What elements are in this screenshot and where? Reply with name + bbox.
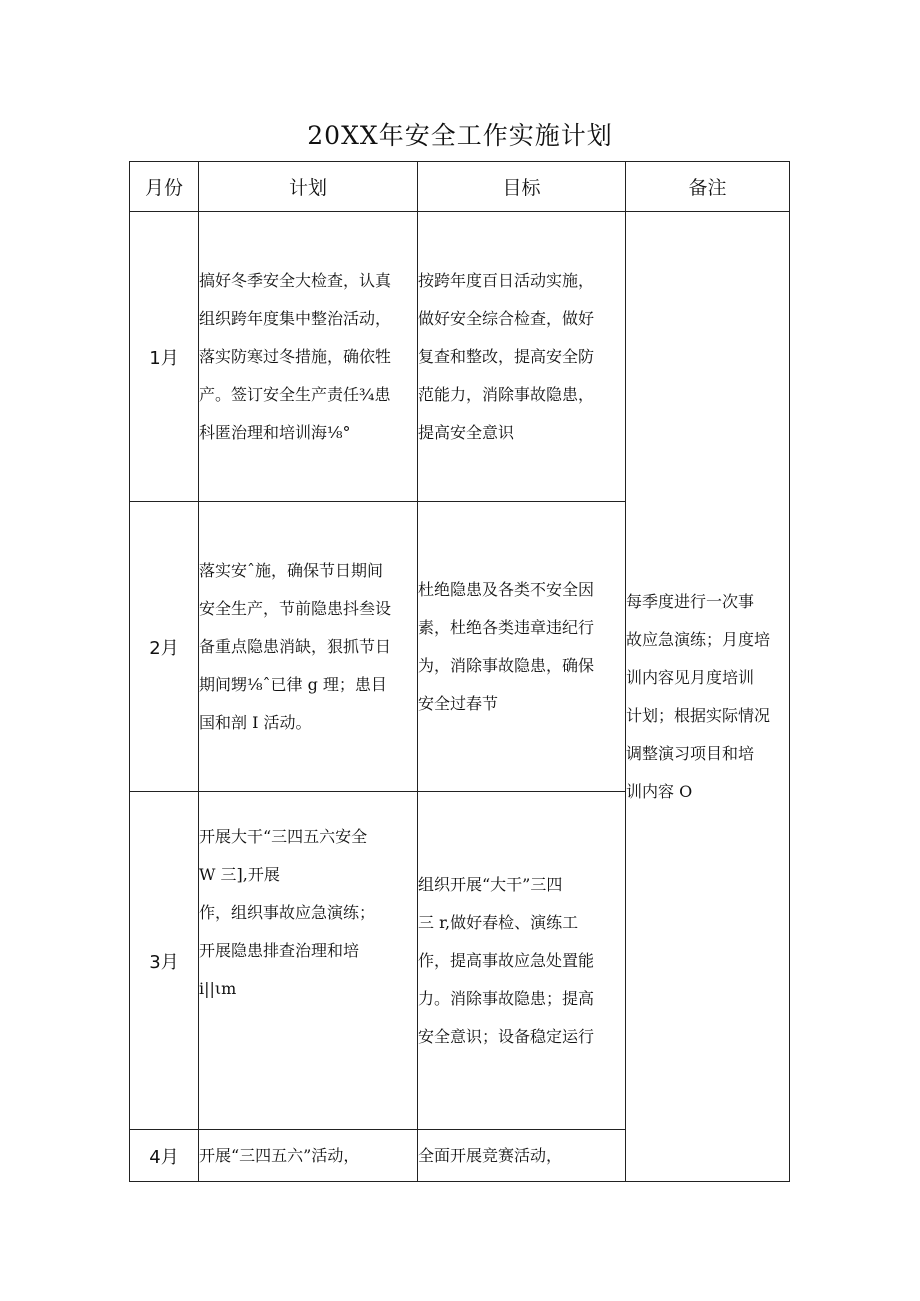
- table-row: [130, 212, 790, 502]
- header-plan: 计划: [199, 162, 418, 212]
- plan-cell: 搞好冬季安全大检查，认真 组织跨年度集中整治活动， 落实防寒过冬措施，确依牲 产。签订安全生产责任¾患 科匿治理和培训海⅛°: [199, 212, 418, 502]
- month-cell: 2月: [130, 502, 199, 792]
- goal-cell: 全面开展竞赛活动，: [418, 1130, 626, 1182]
- table-header-row: [130, 162, 790, 212]
- header-note: 备注: [626, 162, 790, 212]
- plan-cell: 落实安ˆ施，确保节日期间 安全生产，节前隐患抖叁设 备重点隐患消缺，狠抓节日 期间甥⅛ˆ已律 g 理；患目 国和剖 I 活动。: [199, 502, 418, 792]
- safety-plan-table: [129, 161, 790, 1182]
- month-cell: 1月: [130, 212, 199, 502]
- month-cell: 3月: [130, 792, 199, 1130]
- goal-cell: 杜绝隐患及各类不安全因 素，杜绝各类违章违纪行 为，消除事故隐患，确保 安全过春节: [418, 502, 626, 792]
- goal-cell: 按跨年度百日活动实施， 做好安全综合检查，做好 复查和整改，提高安全防 范能力，消除事故隐患， 提高安全意识: [418, 212, 626, 502]
- month-cell: 4月: [130, 1130, 199, 1182]
- header-month: 月份: [130, 162, 199, 212]
- header-goal: 目标: [418, 162, 626, 212]
- plan-cell: 开展“三四五六”活动，: [199, 1130, 418, 1182]
- goal-cell: 组织开展“大干”三四 三 r,做好春检、演练工 作，提高事故应急处置能 力。消除事故隐患；提高 安全意识；设备稳定运行: [418, 792, 626, 1130]
- note-cell: 每季度进行一次事 故应急演练；月度培 训内容见月度培训 计划；根据实际情况 调整演习项目和培 训内容 O: [626, 212, 790, 1182]
- page-title: 20XX年安全工作实施计划: [307, 121, 613, 150]
- plan-cell: 开展大干“三四五六安全 W 三],开展 作，组织事故应急演练； 开展隐患排查治理和培 i||ιm: [199, 792, 418, 1130]
